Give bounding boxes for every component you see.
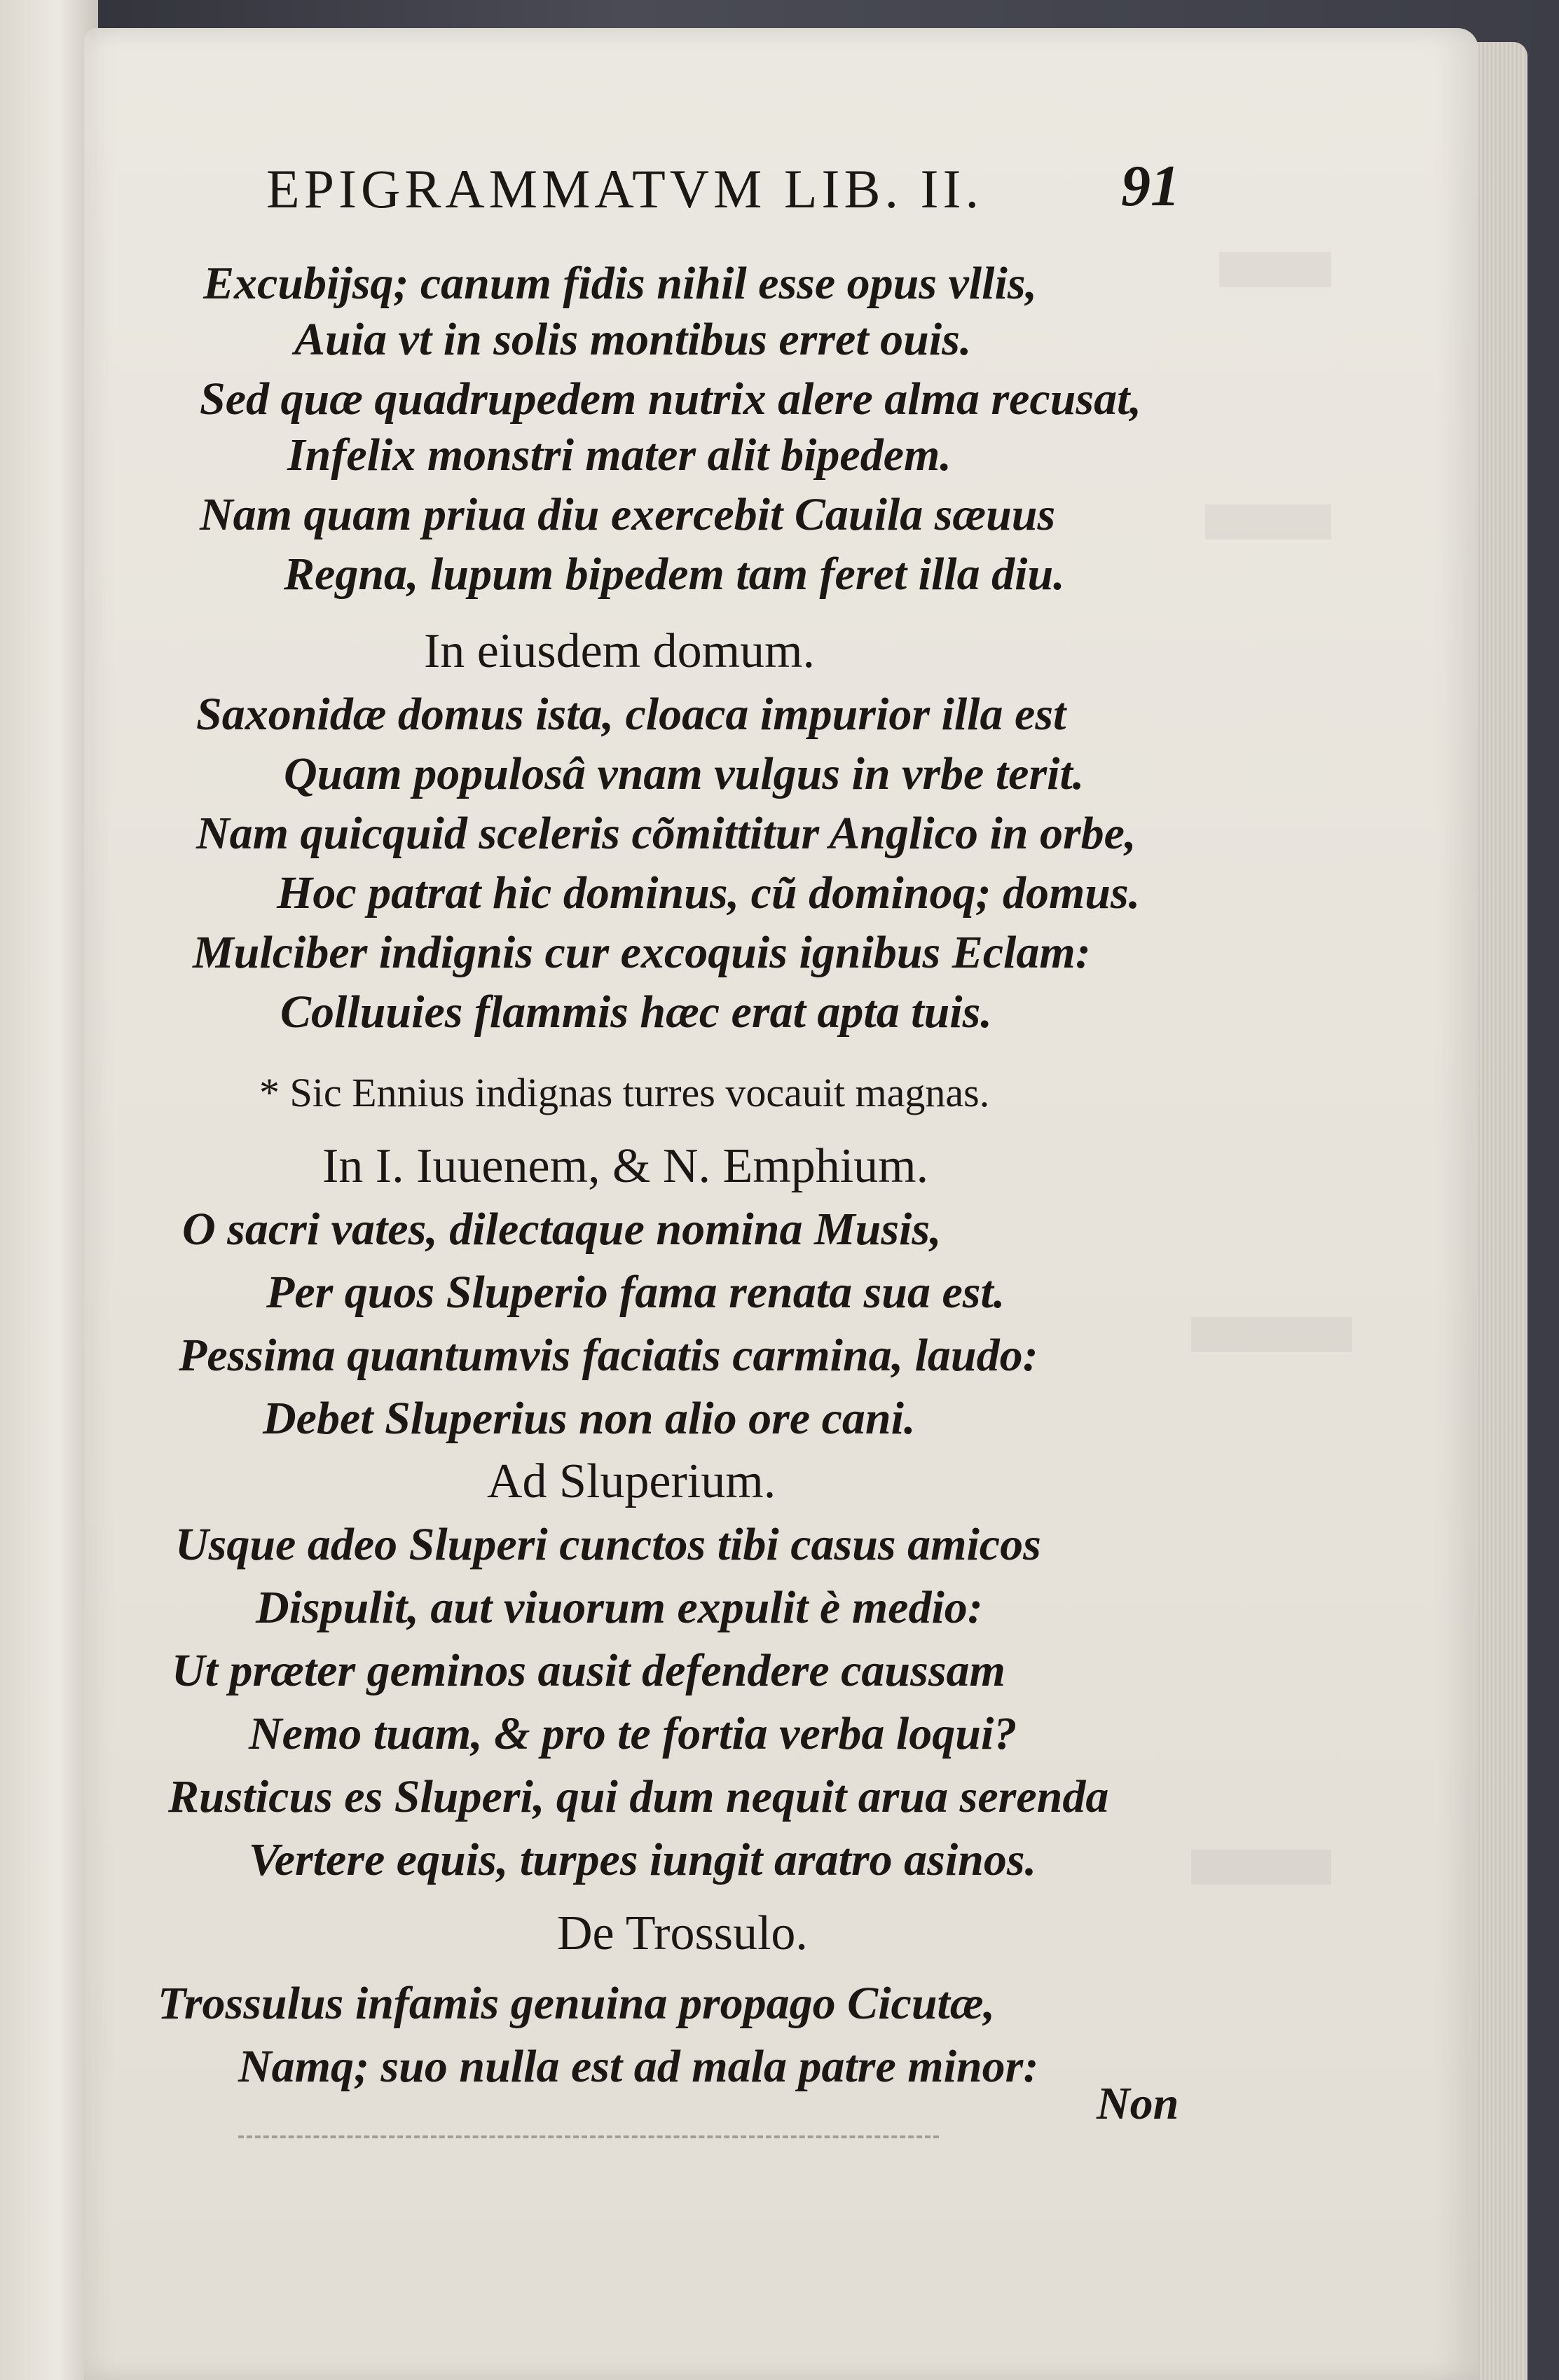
verse-line: Dispulit, aut viuorum expulit è medio: [256, 1582, 983, 1633]
bleed-through-mark [1191, 1850, 1331, 1885]
verse-line: Saxonidæ domus ista, cloaca impurior illa est [196, 689, 1066, 740]
verse-line: O sacri vates, dilectaque nomina Musis, [182, 1204, 942, 1255]
verse-line: Excubijsq; canum fidis nihil esse opus vllis, [203, 258, 1037, 309]
verse-line: Colluuies flammis hæc erat apta tuis. [280, 986, 992, 1038]
verse-line: Namq; suo nulla est ad mala patre minor: [238, 2041, 1039, 2092]
poem-title: Ad Sluperium. [487, 1454, 776, 1508]
catchword: Non [1097, 2078, 1179, 2129]
bleed-through-mark [1205, 504, 1331, 539]
poem-title: In I. Iuuenem, & N. Emphium. [322, 1139, 929, 1193]
verse-line: Rusticus es Sluperi, qui dum nequit arua serenda [168, 1771, 1109, 1822]
bleed-through-mark [1191, 1317, 1352, 1352]
running-header [189, 153, 1219, 235]
verse-line: Per quos Sluperio fama renata sua est. [266, 1267, 1005, 1318]
verse-line: Nemo tuam, & pro te fortia verba loqui? [249, 1708, 1017, 1759]
verse-line: Pessima quantumvis faciatis carmina, laudo: [179, 1330, 1038, 1381]
footnote: * Sic Ennius indignas turres vocauit magnas. [259, 1070, 990, 1115]
bleed-through-mark [1219, 252, 1331, 287]
verse-line: Hoc patrat hic dominus, cũ dominoq; domus. [277, 867, 1141, 919]
verse-line: Debet Sluperius non alio ore cani. [263, 1393, 916, 1444]
page-number: 91 [1121, 153, 1180, 219]
verse-line: Nam quicquid sceleris cõmittitur Anglico in orbe, [196, 808, 1136, 859]
verse-line: Nam quam priua diu exercebit Cauila sæuus [200, 489, 1056, 540]
poem-title: In eiusdem domum. [424, 624, 815, 678]
verse-line: Infelix monstri mater alit bipedem. [287, 429, 952, 481]
verse-line: Trossulus infamis genuina propago Cicutæ, [158, 1978, 996, 2029]
verse-line: Auia vt in solis montibus erret ouis. [294, 314, 972, 365]
verse-line: Mulciber indignis cur excoquis ignibus Eclam: [193, 927, 1091, 978]
running-title: EPIGRAMMATVM LIB. II. [266, 158, 983, 219]
verse-line: Ut præter geminos ausit defendere caussam [172, 1645, 1005, 1696]
verse-line: Sed quæ quadrupedem nutrix alere alma recusat, [200, 373, 1141, 425]
facing-page-edge [0, 0, 98, 2380]
poem-title: De Trossulo. [557, 1906, 808, 1960]
verse-line: Quam populosâ vnam vulgus in vrbe terit. [284, 748, 1085, 799]
bottom-rule [238, 2135, 939, 2138]
verse-line: Usque adeo Sluperi cunctos tibi casus amicos [175, 1519, 1041, 1570]
verse-line: Vertere equis, turpes iungit aratro asinos. [249, 1834, 1037, 1885]
verse-line: Regna, lupum bipedem tam feret illa diu. [284, 549, 1065, 600]
